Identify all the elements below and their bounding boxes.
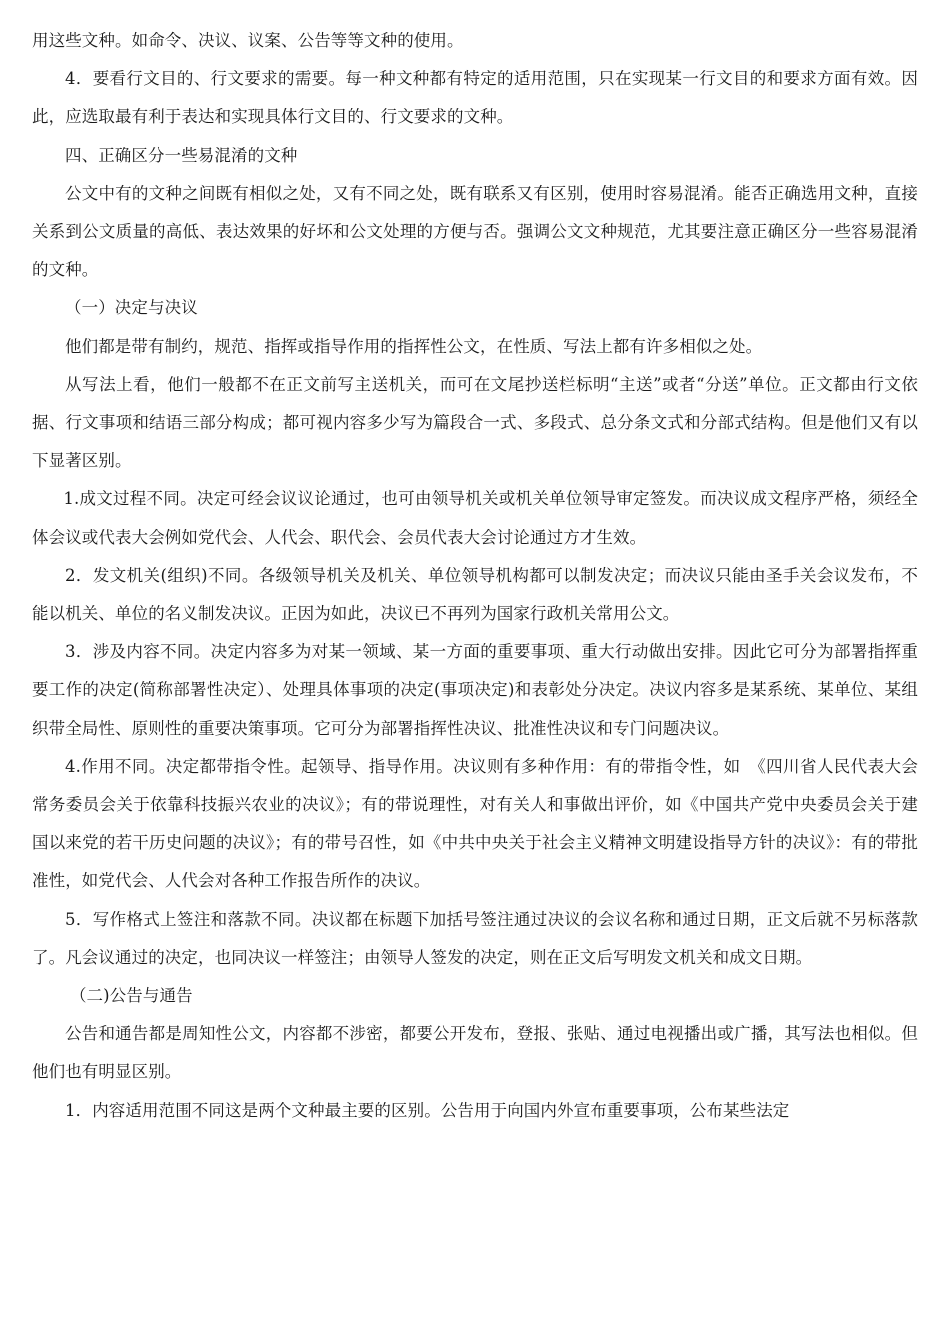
subsection-heading: （二)公告与通告	[69, 986, 193, 1006]
body-paragraph: 4．要看行文目的、行文要求的需要。每一种文种都有特定的适用范围，只在实现某一行文目的和要求方面有效。因此，应选取最有利于表达和实现具体行文目的、行文要求的文种。	[32, 69, 918, 127]
body-paragraph: 他们都是带有制约，规范、指挥或指导作用的指挥性公文，在性质、写法上都有许多相似之处。	[65, 336, 763, 356]
list-item: 1.成文过程不同。决定可经会议议论通过，也可由领导机关或机关单位领导审定签发。而决议成文程序严格，须经全体会议或代表大会例如党代会、人代会、职代会、会员代表大会讨论通过方才生效。	[32, 489, 918, 547]
list-item: 3．涉及内容不同。决定内容多为对某一领域、某一方面的重要事项、重大行动做出安排。因此它可分为部署指挥重要工作的决定(简称部署性决定）、处理具体事项的决定(事项决定)和表彰处分决定。决议内容多是某系统、某单位、某组织带全局性、原则性的重要决策事项。它可分为部署指挥性决议、批准性决议和专门问题决议。	[32, 642, 918, 738]
body-paragraph: 公文中有的文种之间既有相似之处，又有不同之处，既有联系又有区别，使用时容易混淆。能否正确选用文种，直接关系到公文质量的高低、表达效果的好坏和公文处理的方便与否。强调公文文种规范，尤其要注意正确区分一些容易混淆的文种。	[32, 183, 918, 280]
list-item: 1．内容适用范围不同这是两个文种最主要的区别。公告用于向国内外宣布重要事项，公布某些法定	[65, 1100, 790, 1120]
subsection-heading: （一）决定与决议	[65, 298, 198, 318]
list-item: 2．发文机关(组织)不同。各级领导机关及机关、单位领导机构都可以制发决定；而决议只能由圣手关会议发布，不能以机关、单位的名义制发决议。正因为如此，决议已不再列为国家行政机关常用公文。	[32, 565, 918, 624]
list-item: 5．写作格式上签注和落款不同。决议都在标题下加括号签注通过决议的会议名称和通过日期，正文后就不另标落款了。凡会议通过的决定，也同决议一样签注；由领导人签发的决定，则在正文后写明发文机关和成文日期。	[32, 909, 918, 967]
body-paragraph: 用这些文种。如命令、决议、议案、公告等等文种的使用。	[32, 31, 464, 50]
body-paragraph: 从写法上看，他们一般都不在正文前写主送机关，而可在文尾抄送栏标明“主送”或者“分送”单位。正文都由行文依据、行文事项和结语三部分构成；都可视内容多少写为篇段合一式、多段式、总分条文式和分部式结构。但是他们又有以下显著区别。	[32, 374, 918, 471]
section-heading: 四、正确区分一些易混淆的文种	[65, 145, 298, 165]
body-paragraph: 公告和通告都是周知性公文，内容都不涉密，都要公开发布，登报、张贴、通过电视播出或广播，其写法也相似。但他们也有明显区别。	[32, 1024, 918, 1082]
list-item: 4.作用不同。决定都带指令性。起领导、指导作用。决议则有多种作用：有的带指令性，如 《四川省人民代表大会常务委员会关于依靠科技振兴农业的决议》；有的带说理性，对有关人和事做出评价，如《中国共产党中央委员会关于建国以来党的若干历史问题的决议》；有的带号召性，如《中共中央关于社会主义精神文明建设指导方针的决议》：有的带批准性，如党代会、人代会对各种工作报告所作的决议。	[32, 756, 918, 891]
